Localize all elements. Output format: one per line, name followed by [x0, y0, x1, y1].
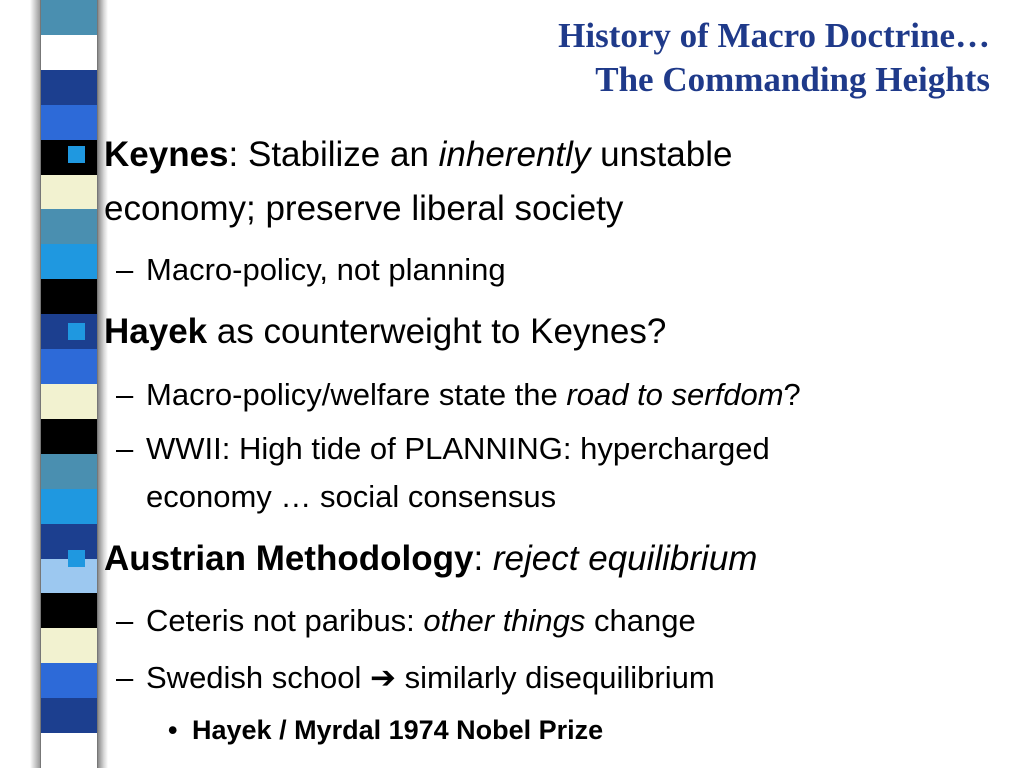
sub-bullet-road-italic: road to serfdom: [566, 377, 784, 412]
bullet-keynes-italic: inherently: [438, 135, 591, 174]
sub-bullet-ceteris-italic: other things: [423, 603, 586, 638]
bullet-keynes-bold: Keynes: [104, 135, 229, 174]
square-bullet-icon: [68, 146, 85, 163]
sub-bullet-ceteris-end: change: [585, 603, 696, 638]
sub-bullet-swedish: [116, 651, 715, 705]
sub-bullet-road-end: ?: [783, 377, 801, 412]
bullet-keynes: [104, 128, 732, 182]
dot-icon: •: [168, 715, 178, 745]
sub-bullet-wwii: [116, 422, 770, 476]
dash-icon: –: [116, 252, 134, 287]
bullet-keynes-line2: economy; preserve liberal society: [104, 189, 624, 228]
dash-icon: –: [116, 431, 134, 466]
bullet-keynes-text: : Stabilize an: [228, 135, 439, 174]
bullet-hayek-bold: Hayek: [104, 312, 208, 351]
bullet-hayek-text: as counterweight to Keynes?: [207, 312, 667, 351]
sub-sub-bullet-nobel-text: Hayek / Myrdal 1974 Nobel Prize: [192, 715, 604, 745]
sub-bullet-swedish-text: Swedish school: [146, 660, 371, 695]
sub-bullet-ceteris-text: Ceteris not paribus:: [146, 603, 424, 638]
sub-bullet-macro-policy: [116, 243, 506, 297]
bullet-keynes-text-end: unstable: [590, 135, 733, 174]
bullet-austrian-bold: Austrian Methodology: [104, 539, 474, 578]
sub-bullet-swedish-end: similarly disequilibrium: [396, 660, 715, 695]
bullet-hayek: [104, 305, 666, 359]
sub-bullet-wwii-line2: [116, 470, 556, 524]
bullet-austrian-italic: reject equilibrium: [492, 539, 758, 578]
title-line-1: History of Macro Doctrine…: [558, 16, 990, 55]
title-line-2: The Commanding Heights: [595, 60, 990, 99]
sub-sub-bullet-nobel: [168, 710, 603, 750]
bullet-austrian: [104, 532, 757, 586]
bullet-austrian-text: :: [473, 539, 493, 578]
sub-bullet-ceteris: [116, 594, 696, 648]
sub-bullet-wwii-text: WWII: High tide of PLANNING: hypercharged: [146, 431, 770, 466]
square-bullet-icon: [68, 550, 85, 567]
square-bullet-icon: [68, 323, 85, 340]
arrow-right-icon: ➔: [370, 660, 396, 695]
sub-bullet-macro-policy-text: Macro-policy, not planning: [146, 252, 506, 287]
sub-bullet-road-to-serfdom: [116, 368, 801, 422]
dash-icon: –: [116, 603, 134, 638]
dash-icon: –: [116, 377, 134, 412]
sub-bullet-wwii-text-2: economy … social consensus: [146, 479, 557, 514]
dash-icon: –: [116, 660, 134, 695]
sub-bullet-road-text: Macro-policy/welfare state the: [146, 377, 567, 412]
